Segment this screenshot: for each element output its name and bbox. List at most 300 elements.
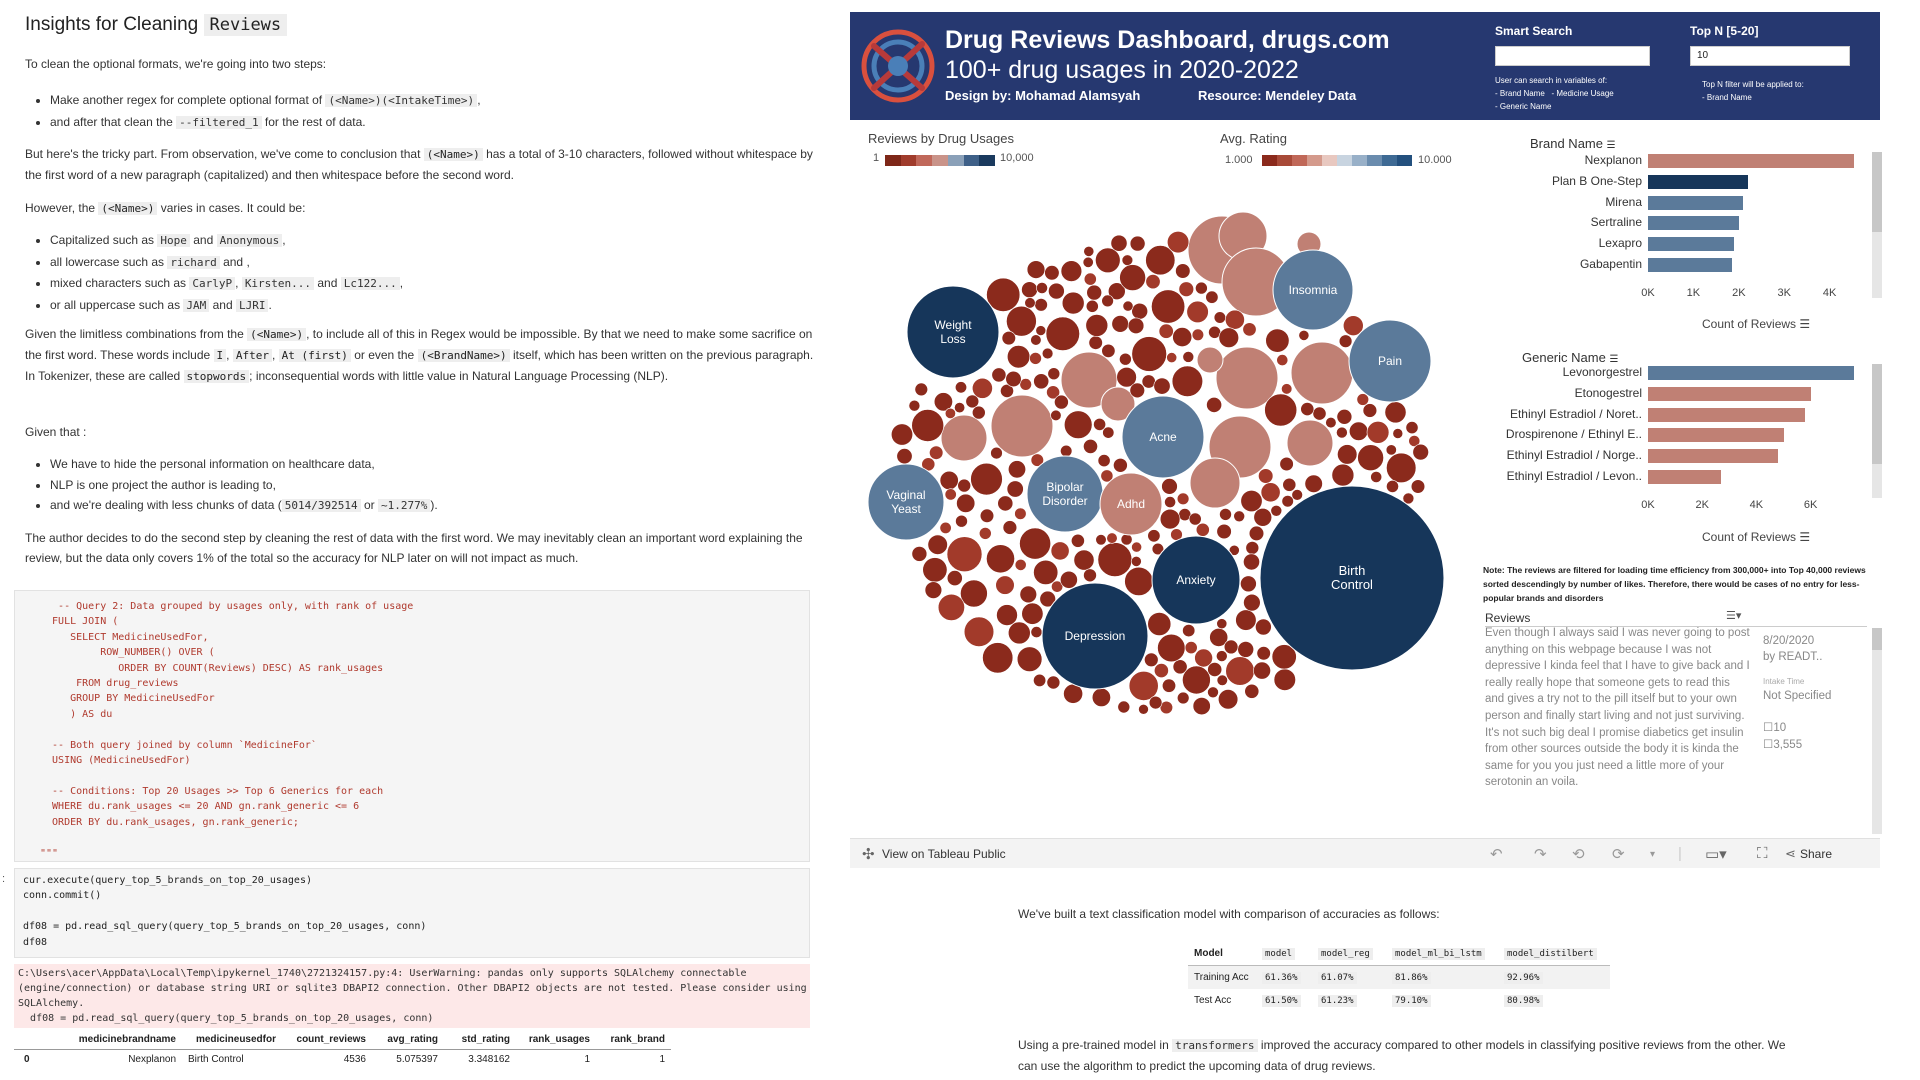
bubble[interactable] [1179, 282, 1194, 297]
table-row: 0 Nexplanon Birth Control 4536 5.075397 3.348162 1 1 [24, 1054, 665, 1065]
bubble[interactable] [955, 382, 966, 393]
bubble[interactable] [923, 558, 947, 582]
bar[interactable] [1648, 258, 1732, 272]
bubble[interactable] [979, 527, 991, 539]
bubble[interactable] [1185, 642, 1197, 654]
brand-scrollbar[interactable] [1872, 152, 1882, 298]
bubble[interactable] [1206, 291, 1218, 303]
bubble[interactable] [928, 535, 948, 555]
bubble[interactable] [1015, 559, 1026, 570]
bubble[interactable] [1148, 612, 1171, 635]
bubble[interactable] [1165, 497, 1176, 508]
bubble[interactable] [956, 515, 968, 527]
legend-reviews-max: 10,000 [1000, 152, 1034, 164]
bar-label: Levonorgestrel [1562, 365, 1642, 379]
bubble[interactable] [1358, 445, 1384, 471]
bubble[interactable] [1144, 653, 1158, 667]
bubble[interactable] [1245, 684, 1259, 698]
bar[interactable] [1648, 216, 1739, 230]
bubble[interactable] [1112, 316, 1129, 333]
generic-scrollbar[interactable] [1872, 364, 1882, 498]
bubble[interactable] [1060, 571, 1077, 588]
bubble[interactable] [1332, 464, 1354, 486]
bubble[interactable] [1393, 429, 1403, 439]
bubble[interactable] [1054, 395, 1068, 409]
bubble[interactable] [1189, 513, 1201, 525]
bubble[interactable] [1216, 651, 1227, 662]
bubble[interactable] [1292, 490, 1303, 501]
bubble[interactable] [945, 408, 955, 418]
comment-icon[interactable]: ▭▾ [1705, 846, 1727, 863]
bubble[interactable] [1027, 261, 1045, 279]
bubble[interactable] [1148, 530, 1160, 542]
bubble[interactable] [1051, 410, 1062, 421]
bubble[interactable] [909, 400, 920, 411]
bubble[interactable] [1045, 266, 1060, 281]
table-header: model_ml_bi_lstm [1392, 948, 1485, 960]
list-item: • or all uppercase such as JAM and LJRI . [50, 295, 810, 317]
bubble[interactable] [1158, 634, 1186, 662]
bubble[interactable] [1162, 479, 1178, 495]
topn-input[interactable]: 10 [1690, 46, 1850, 66]
bubble[interactable] [1154, 664, 1168, 678]
bubble[interactable] [1219, 328, 1239, 348]
bar[interactable] [1648, 408, 1805, 422]
bubble[interactable] [1020, 586, 1037, 603]
bubble[interactable] [940, 522, 951, 533]
bubble[interactable] [1031, 335, 1042, 346]
bubble[interactable] [1243, 323, 1256, 336]
bubble[interactable] [1386, 480, 1398, 492]
bubble-label: Insomnia [1288, 283, 1338, 297]
bubble[interactable] [1287, 420, 1333, 466]
paragraph-intro: To clean the optional formats, we're going into two steps: [25, 57, 327, 71]
bubble[interactable] [1008, 622, 1030, 644]
bubble[interactable] [1118, 701, 1130, 713]
bubble[interactable] [1176, 264, 1191, 279]
bubble-chart [850, 160, 1490, 860]
axis-tick: 1K [1686, 286, 1701, 299]
bubble[interactable] [1167, 353, 1177, 363]
bubble[interactable] [1406, 422, 1418, 434]
bubble[interactable] [1257, 647, 1271, 661]
bar[interactable] [1648, 470, 1721, 484]
bubble[interactable] [1208, 687, 1219, 698]
bubble[interactable] [1003, 521, 1017, 535]
bubble[interactable] [1305, 475, 1323, 493]
bubble[interactable] [1095, 248, 1120, 273]
bubble[interactable] [1173, 328, 1192, 347]
dashboard-subtitle: 100+ drug usages in 2020-2022 [945, 56, 1299, 84]
bubble[interactable] [1274, 669, 1296, 691]
bar-label: Plan B One-Step [1551, 173, 1642, 188]
bubble[interactable] [960, 580, 987, 607]
bubble[interactable] [1006, 371, 1022, 387]
bubble[interactable] [1385, 402, 1406, 423]
bubble[interactable] [971, 463, 1003, 495]
bubble[interactable] [972, 378, 992, 398]
bubble[interactable] [1183, 351, 1194, 362]
bubble[interactable] [1192, 329, 1204, 341]
bubble[interactable] [1125, 567, 1153, 595]
bubble[interactable] [1130, 383, 1145, 398]
bubble[interactable] [1236, 610, 1257, 631]
bubble[interactable] [1282, 495, 1294, 507]
bubble[interactable] [1187, 301, 1209, 323]
bubble[interactable] [1149, 696, 1162, 709]
bubble[interactable] [1007, 481, 1023, 497]
bubble[interactable] [996, 576, 1015, 595]
bubble[interactable] [1071, 534, 1084, 547]
bubble[interactable] [897, 449, 912, 464]
share-button[interactable]: Share [1800, 847, 1833, 861]
bubble[interactable] [1130, 236, 1145, 251]
bubble[interactable] [1241, 490, 1262, 511]
paragraph-given: Given that : [25, 425, 87, 439]
bar[interactable] [1648, 366, 1854, 380]
bubble[interactable] [964, 617, 994, 647]
bubble[interactable] [1022, 603, 1043, 624]
bubble[interactable] [1111, 235, 1127, 251]
bubble[interactable] [1146, 274, 1160, 288]
bubble[interactable] [1281, 384, 1292, 395]
bar-label: Nexplanon [1584, 153, 1642, 167]
review-likes: ☐3,555 [1763, 739, 1803, 751]
bubble[interactable] [1096, 535, 1107, 546]
bubble[interactable] [1326, 417, 1337, 428]
bubble[interactable] [1249, 526, 1264, 541]
bubble[interactable] [1060, 445, 1072, 457]
bubble[interactable] [1083, 257, 1093, 267]
bubble[interactable] [1167, 231, 1189, 253]
bubble[interactable] [1217, 619, 1227, 629]
bar[interactable] [1648, 387, 1811, 401]
bubble[interactable] [986, 545, 1014, 573]
bubble[interactable] [1193, 697, 1210, 714]
bubble[interactable] [1132, 337, 1167, 372]
bubble[interactable] [1102, 344, 1115, 357]
bubble[interactable] [1113, 458, 1127, 472]
bubble[interactable] [1413, 444, 1429, 460]
bubble[interactable] [1162, 679, 1175, 692]
bubble[interactable] [1367, 421, 1389, 443]
bubble[interactable] [954, 402, 964, 412]
section-title-code: Reviews [204, 14, 288, 36]
bubble[interactable] [1107, 533, 1118, 544]
bubble[interactable] [1007, 345, 1030, 368]
bubble[interactable] [1196, 523, 1209, 536]
bubble[interactable] [972, 406, 985, 419]
bubble[interactable] [1190, 458, 1240, 508]
bubble[interactable] [1022, 282, 1038, 298]
bubble[interactable] [1008, 461, 1025, 478]
bubble[interactable] [1061, 261, 1082, 282]
bubble[interactable] [1098, 543, 1132, 577]
bubble[interactable] [1121, 534, 1132, 545]
bubble[interactable] [1020, 379, 1032, 391]
bubble-label: Weight Loss [934, 318, 972, 346]
bubble[interactable] [1240, 576, 1256, 592]
reviews-scrollbar[interactable] [1872, 628, 1882, 834]
bubble[interactable] [1313, 407, 1326, 420]
bubble[interactable] [1087, 285, 1102, 300]
bubble[interactable] [1226, 657, 1255, 686]
bubble[interactable] [1062, 292, 1084, 314]
bubble[interactable] [1086, 314, 1108, 336]
bubble[interactable] [1411, 480, 1425, 494]
review-date: 8/20/2020 by READT.. [1763, 635, 1823, 663]
bubble-label: Adhd [1116, 497, 1146, 511]
bubble[interactable] [891, 424, 912, 445]
bubble[interactable] [1051, 542, 1069, 560]
bubble[interactable] [1142, 375, 1155, 388]
bubble[interactable] [915, 383, 928, 396]
bubble[interactable] [1254, 508, 1272, 526]
bubble[interactable] [1277, 355, 1288, 366]
bubble[interactable] [1371, 471, 1382, 482]
intake-time-label: Intake Time [1763, 677, 1805, 686]
bubble[interactable] [1084, 569, 1097, 582]
given-list [50, 454, 810, 517]
bubble[interactable] [1220, 508, 1232, 520]
bubble[interactable] [1036, 282, 1047, 293]
bubble[interactable] [938, 594, 964, 620]
bubble-label: Depression [1064, 629, 1126, 643]
bubble[interactable] [1208, 662, 1222, 676]
undo-icon[interactable]: ↶ [1490, 846, 1503, 863]
bubble[interactable] [1336, 427, 1347, 438]
bubble[interactable] [1034, 374, 1049, 389]
bar[interactable] [1648, 237, 1734, 251]
bubble[interactable] [1363, 404, 1377, 418]
fullscreen-icon[interactable]: ⛶ [1757, 845, 1768, 862]
bubble[interactable] [1154, 378, 1170, 394]
bubble[interactable] [1042, 348, 1053, 359]
bubble[interactable] [1030, 352, 1042, 364]
bubble[interactable] [945, 489, 956, 500]
bubble[interactable] [991, 447, 1003, 459]
bubble[interactable] [1119, 353, 1131, 365]
reviews-sort-icon[interactable]: ☰▾ [1726, 610, 1742, 622]
bubble[interactable] [957, 494, 975, 512]
bubble[interactable] [983, 643, 1013, 673]
cases-list [50, 230, 810, 316]
bubble[interactable] [1160, 509, 1180, 529]
bubble[interactable] [1195, 282, 1207, 294]
list-item: • Capitalized such as Hope and Anonymous , [50, 230, 810, 252]
model-intro-text: We've built a text classification model with comparison of accuracies as follows: [1018, 907, 1440, 921]
bubble[interactable] [1224, 640, 1238, 654]
pause-dropdown-icon[interactable]: ▾ [1650, 849, 1656, 860]
bubble[interactable] [1244, 594, 1261, 611]
bubble[interactable] [1197, 347, 1223, 373]
axis-tick: 6K [1803, 498, 1818, 511]
bubble[interactable] [1083, 439, 1097, 453]
axis-tick: 4K [1822, 286, 1837, 299]
toolbar-divider: | [1678, 845, 1682, 862]
bubble[interactable] [1183, 624, 1195, 636]
section-title [25, 14, 287, 36]
bubble[interactable] [1123, 301, 1133, 311]
bubble[interactable] [1238, 641, 1254, 657]
bubble[interactable] [1086, 300, 1098, 312]
bubble[interactable] [992, 368, 1006, 382]
paragraph-combinations: Given the limitless combinations from the (<Name>) , to include all of this in Regex would be impossible. By that we need to make some sacrifice on the first word. These words include I , After , At (first) or even the (<BrandName>) itself, which has been written on the previous paragraph. In Tokenizer, these are called stopwords ; inconsequential words with little value in Natural Language Processing (NLP). [25, 327, 814, 383]
warning-output [14, 964, 810, 1028]
list-item: • We have to hide the personal information on healthcare data, [50, 454, 810, 475]
bubble[interactable] [1064, 411, 1092, 439]
paragraph-decision: The author decides to do the second step by cleaning the rest of data with the first word. We may inevitably clean an important word explaining the review, but the data only covers 1% of the total so the accuracy for NLP later on will not impact as much. [25, 531, 803, 565]
bubble[interactable] [947, 571, 962, 586]
bubble[interactable] [1253, 662, 1270, 679]
generic-axis-title: Count of Reviews ☰ [1702, 530, 1811, 544]
axis-tick: 3K [1777, 286, 1791, 299]
bubble[interactable] [1074, 550, 1094, 570]
brand-chart-title: Brand Name ☰ [1530, 136, 1616, 151]
bar-label: Ethinyl Estradiol / Noret.. [1509, 406, 1642, 421]
bubble[interactable] [1120, 265, 1146, 291]
bubble[interactable] [929, 446, 943, 460]
bubble[interactable] [1048, 283, 1064, 299]
view-on-tableau-link[interactable]: View on Tableau Public [882, 847, 1006, 861]
bubble[interactable] [1031, 627, 1042, 638]
bubble[interactable] [940, 471, 958, 489]
bubble[interactable] [1033, 674, 1045, 686]
bubble[interactable] [1280, 457, 1294, 471]
bubble[interactable] [1217, 675, 1228, 686]
bubble[interactable] [1034, 560, 1058, 584]
bubble[interactable] [1035, 298, 1048, 311]
reviews-scroll-thumb[interactable] [1872, 628, 1882, 650]
bubble[interactable] [1337, 445, 1357, 465]
bubble[interactable] [1092, 688, 1110, 706]
bubble[interactable] [1002, 331, 1016, 345]
drug-logo-icon [860, 26, 936, 106]
bubble[interactable] [1159, 324, 1173, 338]
bubble[interactable] [1098, 455, 1110, 467]
python-code: cur.execute(query_top_5_brands_on_top_20_usages) conn.commit() df08 = pd.read_sql_query(query_top_5_brands_on_top_20_usages, conn) df08 [23, 875, 427, 948]
bar-label: Sertraline [1590, 215, 1642, 230]
bubble[interactable] [1182, 666, 1210, 694]
bubble[interactable] [1255, 619, 1271, 635]
bubble[interactable] [1339, 335, 1352, 348]
bar[interactable] [1648, 196, 1743, 210]
bubble[interactable] [1103, 427, 1114, 438]
redo-icon[interactable]: ↷ [1534, 846, 1547, 863]
bubble[interactable] [1386, 445, 1396, 455]
bubble[interactable] [1151, 290, 1184, 323]
bubble[interactable] [991, 395, 1053, 457]
bubble[interactable] [1261, 483, 1280, 502]
bubble[interactable] [1337, 409, 1352, 424]
bubble[interactable] [947, 537, 982, 572]
revert-icon[interactable]: ⟲ [1572, 846, 1585, 863]
smart-search-input[interactable] [1495, 46, 1650, 66]
bubble[interactable] [1172, 366, 1203, 397]
bubble[interactable] [1017, 647, 1042, 672]
bubble[interactable] [1048, 368, 1060, 380]
bubble[interactable] [1128, 318, 1144, 334]
axis-tick: 0K [1641, 286, 1655, 299]
bubble[interactable] [1214, 312, 1226, 324]
bubble[interactable] [925, 582, 942, 599]
axis-tick: 0K [1641, 498, 1655, 511]
table-header: model [1262, 948, 1295, 960]
bubble-label: Anxiety [1176, 573, 1216, 587]
bubble[interactable] [1132, 542, 1142, 552]
bubble[interactable] [1291, 342, 1353, 404]
bubble[interactable] [1301, 403, 1314, 416]
bubble[interactable] [1266, 329, 1289, 352]
bubble[interactable] [1102, 295, 1114, 307]
bubble[interactable] [1036, 326, 1046, 336]
bubble[interactable] [1218, 690, 1238, 710]
bubble[interactable] [1386, 453, 1416, 483]
bubble[interactable] [1225, 310, 1244, 329]
bubble[interactable] [912, 410, 944, 442]
bubble[interactable] [1258, 469, 1273, 484]
smart-search-help: User can search in variables of: - Brand Name - Medicine Usage - Generic Name [1495, 76, 1614, 111]
legend-rating-min: 1.000 [1225, 154, 1253, 166]
bubble[interactable] [1265, 394, 1297, 426]
bubble[interactable] [1047, 676, 1060, 689]
bubble[interactable] [1089, 336, 1103, 350]
bubble[interactable] [1046, 317, 1080, 351]
brand-scroll-thumb[interactable] [1872, 152, 1882, 232]
bubble[interactable] [1015, 508, 1027, 520]
bubble[interactable] [912, 546, 927, 561]
bubble[interactable] [1246, 541, 1259, 554]
bubble[interactable] [1217, 524, 1232, 539]
bar[interactable] [1648, 449, 1778, 463]
bubble[interactable] [1025, 298, 1036, 309]
bubble[interactable] [1020, 528, 1051, 559]
share-icon[interactable]: ⋖ [1785, 846, 1796, 861]
legend-reviews-title: Reviews by Drug Usages [868, 131, 1014, 146]
bubble[interactable] [1131, 556, 1141, 566]
generic-scroll-thumb[interactable] [1872, 364, 1882, 464]
bubble[interactable] [1299, 330, 1309, 340]
bubble[interactable] [1139, 704, 1149, 714]
python-code-cell[interactable] [14, 868, 810, 958]
bubble[interactable] [941, 415, 987, 461]
bubble[interactable] [1132, 303, 1148, 319]
bubble[interactable] [1283, 478, 1296, 491]
bubble[interactable] [1271, 505, 1282, 516]
bubble[interactable] [1084, 246, 1094, 256]
bubble[interactable] [998, 496, 1013, 511]
filter-note: Note: The reviews are filtered for loading time efficiency from 300,000+ into Top 40,000 reviews sorted descendingly by number of likes. Therefore, there would be cases of no entry for less-popular brands and disorders [1483, 565, 1866, 603]
bubble[interactable] [1349, 422, 1368, 441]
bubble[interactable] [980, 509, 994, 523]
bar[interactable] [1648, 175, 1748, 189]
bubble[interactable] [1084, 273, 1096, 285]
topn-help: Top N filter will be applied to: - Brand Name [1702, 80, 1804, 102]
bubble[interactable] [997, 605, 1018, 626]
bar[interactable] [1648, 154, 1854, 168]
bubble[interactable] [958, 479, 971, 492]
sql-code-cell[interactable] [14, 590, 810, 862]
intake-time-value: Not Specified [1763, 690, 1832, 702]
refresh-icon[interactable]: ⟳ [1612, 846, 1625, 863]
bubble[interactable] [1234, 511, 1245, 522]
bubble[interactable] [1207, 397, 1222, 412]
bubble[interactable] [1177, 692, 1189, 704]
bar[interactable] [1648, 428, 1784, 442]
bubble[interactable] [1122, 255, 1133, 266]
bubble[interactable] [1243, 554, 1259, 570]
bubble[interactable] [1177, 493, 1189, 505]
